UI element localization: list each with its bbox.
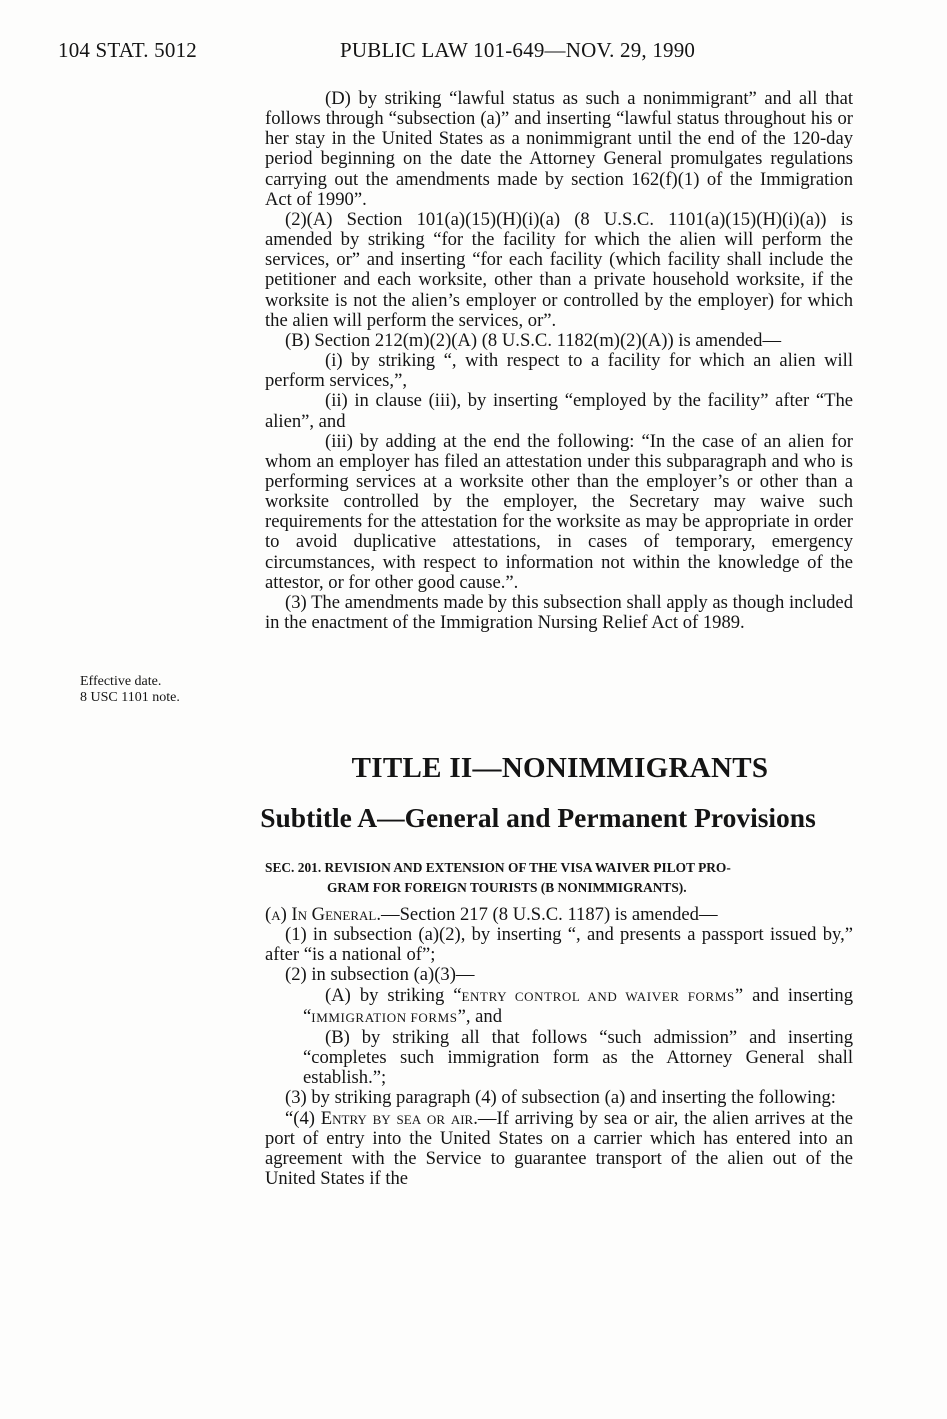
- margin-note-line: Effective date.: [80, 674, 162, 689]
- paragraph-4-inserted: [265, 1109, 853, 1190]
- subparagraph-a: [265, 986, 853, 1028]
- paragraph-3-amend: (3) by striking paragraph (4) of subsection (a) and inserting the following:: [285, 1087, 836, 1109]
- paragraph-4-text: —If arriving by sea or air, the alien arrives at the port of entry into the United States on a carrier which has entered into an agreement with the Service to guarantee transport of the alien out of the United States if the: [265, 1107, 854, 1190]
- body-text: [265, 89, 853, 633]
- subtitle-heading: Subtitle A—General and Permanent Provisions: [260, 802, 816, 833]
- small-caps-run: ENTRY CONTROL AND WAIVER FORMS: [461, 988, 735, 1004]
- text-run: ” and inserting “: [303, 984, 853, 1027]
- paragraph-d: (D) by striking “lawful status as such a nonimmigrant” and all that follows through “subsection (a)” and inserting “lawful status throughout his or her stay in the United States as a nonimmigrant until the end of the 120-day period beginning on the date the Attorney General promulgates regulations carrying out the amendments made by section 162(f)(1) of the Immigration Act of 1990”.: [265, 88, 853, 210]
- clause-ii: (ii) in clause (iii), by inserting “employed by the facility” after “The alien”, and: [265, 390, 853, 432]
- subsection-a-label: (a) In General.: [265, 904, 381, 925]
- paragraph-2: (2) in subsection (a)(3)—: [285, 964, 475, 986]
- paragraph-4-label: “(4) Entry by sea or air.: [285, 1107, 478, 1129]
- title-heading: TITLE II—NONIMMIGRANTS: [351, 752, 769, 784]
- subsection-a-text: —Section 217 (8 U.S.C. 1187) is amended—: [381, 904, 718, 925]
- paragraph-2b: (B) Section 212(m)(2)(A) (8 U.S.C. 1182(m)(2)(A)) is amended—: [285, 329, 782, 351]
- text-run: (A) by striking “: [325, 984, 462, 1006]
- section-heading-line: SEC. 201. REVISION AND EXTENSION OF THE VISA WAIVER PILOT PRO-: [265, 860, 731, 875]
- law-title: PUBLIC LAW 101-649—NOV. 29, 1990: [340, 38, 696, 62]
- margin-note-line: 8 USC 1101 note.: [80, 690, 180, 705]
- paragraph-1: (1) in subsection (a)(2), by inserting “, and presents a passport issued by,” after “is a national of”;: [265, 924, 853, 966]
- section-heading-line: GRAM FOR FOREIGN TOURISTS (B NONIMMIGRANTS).: [327, 880, 687, 895]
- text-run: ”, and: [457, 1005, 503, 1027]
- section-body: [265, 905, 853, 1189]
- paragraph-2a: (2)(A) Section 101(a)(15)(H)(i)(a) (8 U.S.C. 1101(a)(15)(H)(i)(a)) is amended by striking “for the facility for which the alien will perform the services, or” and inserting “for each facility (which facility shall include the petitioner and each worksite, other than a private household worksite, if the worksite is not the alien’s employer or controlled by the employer) for which the alien will perform the services, or”.: [265, 208, 853, 331]
- small-caps-run: IMMIGRATION FORMS: [311, 1009, 458, 1025]
- subparagraph-b: (B) by striking all that follows “such admission” and inserting “completes such immigration form as the Attorney General shall establish.”;: [303, 1026, 853, 1089]
- clause-i: (i) by striking “, with respect to a facility for which an alien will perform services,”,: [265, 350, 853, 392]
- paragraph-3: (3) The amendments made by this subsection shall apply as though included in the enactment of the Immigration Nursing Relief Act of 1989.: [265, 591, 853, 634]
- clause-iii: (iii) by adding at the end the following: “In the case of an alien for whom an employer has filed an attestation under this subparagraph and who is performing services at a worksite other than the employer’s or other than a worksite controlled by the employer, the Secretary may waive such requirements for the attestation for the worksite as may be appropriate in order to avoid duplicative attestations, in cases of temporary, emergency circumstances, with respect to information not within the knowledge of the attestor, or for other good cause.”.: [265, 430, 853, 593]
- margin-note: [80, 674, 230, 706]
- subsection-a: [265, 905, 853, 925]
- stat-reference: 104 STAT. 5012: [58, 38, 197, 62]
- section-heading: [265, 858, 853, 898]
